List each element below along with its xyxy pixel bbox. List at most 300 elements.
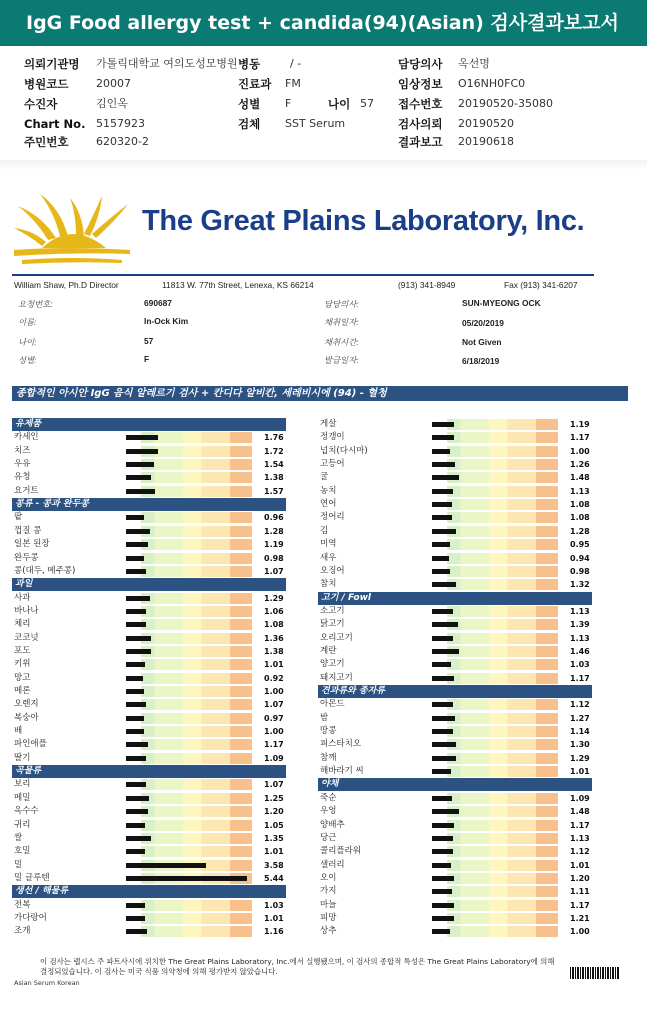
result-row bbox=[318, 538, 592, 551]
receipt-label: 접수번호 bbox=[398, 97, 443, 111]
food-name: 코코넛 bbox=[14, 632, 39, 643]
section-header: 고기 / Fowl bbox=[318, 592, 592, 605]
result-bar bbox=[126, 475, 151, 480]
result-bar bbox=[432, 662, 451, 667]
result-bar bbox=[126, 849, 145, 854]
result-scale bbox=[432, 553, 562, 564]
result-row bbox=[12, 912, 286, 925]
food-name: 귀리 bbox=[14, 819, 31, 830]
result-value: 3.58 bbox=[264, 860, 284, 870]
result-value: 1.07 bbox=[264, 566, 284, 576]
info-row bbox=[0, 115, 647, 133]
result-row bbox=[318, 752, 592, 765]
request-date-value: 20190520 bbox=[458, 117, 514, 130]
result-value: 1.48 bbox=[570, 807, 590, 817]
food-name: 아몬드 bbox=[320, 699, 345, 710]
section-header: 견과류와 종자류 bbox=[318, 685, 592, 698]
collect-date-value: 05/20/2019 bbox=[462, 318, 504, 328]
result-scale bbox=[432, 860, 562, 871]
result-row bbox=[12, 872, 286, 885]
result-value: 1.00 bbox=[570, 927, 590, 937]
result-bar bbox=[432, 796, 452, 801]
section-header: 곡물류 bbox=[12, 765, 286, 778]
result-value: 1.01 bbox=[570, 860, 590, 870]
result-bar bbox=[432, 649, 459, 654]
doctor-value: 옥선명 bbox=[458, 57, 490, 70]
result-bar bbox=[432, 769, 451, 774]
result-value: 1.13 bbox=[570, 833, 590, 843]
result-bar bbox=[432, 916, 454, 921]
food-name: 오징어 bbox=[320, 565, 345, 576]
lab-director: William Shaw, Ph.D Director bbox=[14, 280, 119, 290]
result-value: 1.19 bbox=[264, 540, 284, 550]
issue-date-value: 6/18/2019 bbox=[462, 356, 500, 366]
food-name: 오이 bbox=[320, 872, 337, 883]
result-row bbox=[318, 645, 592, 658]
result-value: 1.48 bbox=[570, 473, 590, 483]
food-name: 메론 bbox=[14, 686, 31, 696]
food-name: 우유 bbox=[14, 459, 31, 470]
result-row bbox=[12, 899, 286, 912]
result-value: 0.92 bbox=[264, 673, 284, 683]
result-value: 0.95 bbox=[570, 540, 590, 550]
food-name: 키위 bbox=[14, 659, 31, 670]
result-row bbox=[318, 458, 592, 471]
result-bar bbox=[126, 489, 155, 494]
result-value: 1.00 bbox=[264, 687, 284, 696]
food-name: 우엉 bbox=[320, 806, 337, 817]
info-row bbox=[0, 75, 647, 93]
result-value: 1.00 bbox=[570, 446, 590, 456]
food-name: 완두콩 bbox=[14, 552, 39, 563]
result-row bbox=[318, 765, 592, 778]
info-row bbox=[0, 133, 647, 151]
hospital-code-label: 병원코드 bbox=[24, 77, 69, 91]
result-row bbox=[12, 819, 286, 832]
result-date-value: 20190618 bbox=[458, 135, 514, 148]
result-bar bbox=[432, 889, 452, 894]
result-value: 1.54 bbox=[264, 460, 284, 470]
result-value: 1.19 bbox=[570, 420, 590, 429]
food-name: 밤 bbox=[320, 712, 329, 723]
result-value: 1.01 bbox=[264, 847, 284, 857]
result-scale bbox=[126, 846, 256, 857]
result-row bbox=[318, 819, 592, 832]
ssn-label: 주민번호 bbox=[24, 135, 69, 149]
food-name: 요거트 bbox=[14, 485, 39, 496]
food-name: 조개 bbox=[14, 926, 31, 937]
dept-value: FM bbox=[285, 77, 301, 90]
requester-label: 의뢰기관명 bbox=[24, 57, 80, 71]
food-name: 사과 bbox=[14, 592, 31, 603]
result-row bbox=[318, 445, 592, 458]
result-bar bbox=[126, 609, 146, 614]
food-name: 해바라기 씨 bbox=[320, 766, 364, 777]
footer-left: Asian Serum Korean bbox=[14, 979, 80, 987]
result-bar bbox=[126, 809, 148, 814]
specimen-label: 검체 bbox=[238, 117, 261, 131]
recipient-label: 수진자 bbox=[24, 97, 58, 111]
result-row bbox=[12, 552, 286, 565]
collect-date-label: 채취일자: bbox=[324, 317, 359, 327]
sun-logo bbox=[12, 190, 132, 270]
result-row bbox=[318, 885, 592, 898]
result-row bbox=[318, 925, 592, 938]
result-row bbox=[12, 592, 286, 605]
result-bar bbox=[432, 849, 453, 854]
result-bar bbox=[126, 462, 154, 467]
result-bar bbox=[432, 702, 453, 707]
receipt-value: 20190520-35080 bbox=[458, 97, 553, 110]
food-name: 배 bbox=[14, 726, 23, 737]
food-name: 체리 bbox=[14, 619, 31, 630]
result-bar bbox=[432, 676, 454, 681]
food-name: 쌀 bbox=[14, 832, 23, 843]
result-row bbox=[318, 912, 592, 925]
result-value: 1.26 bbox=[570, 460, 590, 470]
food-name: 오렌지 bbox=[14, 699, 39, 710]
lab-address: 11813 W. 77th Street, Lenexa, KS 66214 bbox=[162, 280, 314, 290]
result-scale bbox=[432, 446, 562, 457]
result-value: 1.35 bbox=[264, 833, 284, 843]
result-bar bbox=[126, 435, 158, 440]
result-scale bbox=[126, 726, 256, 737]
food-name: 정어리 bbox=[320, 512, 345, 523]
result-scale bbox=[432, 539, 562, 550]
food-name: 참치 bbox=[320, 579, 337, 590]
food-name: 양고기 bbox=[320, 659, 345, 670]
result-row bbox=[318, 552, 592, 565]
info-row bbox=[0, 55, 647, 73]
result-row bbox=[12, 618, 286, 631]
result-value: 1.08 bbox=[570, 513, 590, 523]
result-row bbox=[318, 565, 592, 578]
issue-date-label: 발급일자: bbox=[324, 355, 359, 365]
result-row bbox=[12, 738, 286, 751]
result-row bbox=[12, 725, 286, 738]
food-name: 정갱이 bbox=[320, 432, 345, 443]
age-label-2: 나이: bbox=[18, 337, 37, 347]
food-name: 상추 bbox=[320, 926, 337, 937]
result-bar bbox=[432, 556, 449, 561]
age-value-2: 57 bbox=[144, 336, 154, 346]
result-row bbox=[12, 458, 286, 471]
food-name: 카세인 bbox=[14, 432, 39, 443]
result-scale bbox=[126, 553, 256, 564]
result-bar bbox=[432, 716, 455, 721]
req-no-value: 690687 bbox=[144, 298, 172, 308]
result-row bbox=[12, 859, 286, 872]
result-value: 0.96 bbox=[264, 513, 284, 523]
food-name: 김 bbox=[320, 525, 329, 536]
result-value: 0.97 bbox=[264, 713, 284, 723]
result-bar bbox=[432, 729, 453, 734]
result-row bbox=[318, 698, 592, 711]
barcode bbox=[570, 967, 620, 979]
result-bar bbox=[432, 756, 456, 761]
result-row bbox=[318, 498, 592, 511]
result-row bbox=[318, 832, 592, 845]
result-row bbox=[12, 805, 286, 818]
result-value: 1.06 bbox=[264, 606, 284, 616]
result-value: 1.30 bbox=[570, 740, 590, 750]
result-value: 1.21 bbox=[570, 913, 590, 923]
result-bar bbox=[432, 462, 455, 467]
result-value: 1.28 bbox=[264, 526, 284, 536]
result-bar bbox=[126, 702, 146, 707]
result-value: 1.01 bbox=[264, 913, 284, 923]
result-row bbox=[12, 645, 286, 658]
result-value: 1.08 bbox=[264, 620, 284, 630]
result-bar bbox=[126, 716, 144, 721]
food-name: 소고기 bbox=[320, 605, 345, 616]
result-row bbox=[318, 712, 592, 725]
result-bar bbox=[126, 729, 144, 734]
result-value: 1.00 bbox=[264, 727, 284, 737]
section-header: 콩류 - 콩과 완두콩 bbox=[12, 498, 286, 511]
result-bar bbox=[432, 449, 450, 454]
sex-label: 성별 bbox=[238, 97, 261, 111]
food-name: 호밀 bbox=[14, 846, 31, 857]
food-name: 굴 bbox=[320, 472, 329, 483]
result-value: 0.94 bbox=[570, 553, 590, 563]
result-bar bbox=[432, 502, 452, 507]
result-row bbox=[318, 792, 592, 805]
result-scale bbox=[126, 820, 256, 831]
result-row bbox=[318, 859, 592, 872]
result-value: 1.17 bbox=[570, 900, 590, 910]
result-bar bbox=[126, 863, 206, 868]
result-bar bbox=[126, 676, 143, 681]
result-row bbox=[12, 445, 286, 458]
lab-phone: (913) 341-8949 bbox=[398, 280, 456, 290]
result-value: 0.98 bbox=[264, 553, 284, 563]
result-value: 1.36 bbox=[264, 633, 284, 643]
result-value: 1.39 bbox=[570, 620, 590, 630]
ssn-value: 620320-2 bbox=[96, 135, 149, 148]
food-name: 망고 bbox=[14, 672, 31, 683]
result-value: 1.07 bbox=[264, 700, 284, 710]
result-scale bbox=[126, 606, 256, 617]
result-bar bbox=[432, 569, 450, 574]
result-value: 1.38 bbox=[264, 646, 284, 656]
result-value: 1.13 bbox=[570, 633, 590, 643]
section-header: 야채 bbox=[318, 778, 592, 791]
result-row bbox=[12, 632, 286, 645]
result-scale bbox=[432, 766, 562, 777]
req-no-label: 요청번호: bbox=[18, 299, 53, 309]
result-value: 5.44 bbox=[264, 873, 284, 883]
result-value: 1.14 bbox=[570, 727, 590, 737]
result-bar bbox=[126, 515, 144, 520]
food-name: 샐러리 bbox=[320, 859, 345, 870]
result-row bbox=[318, 899, 592, 912]
result-bar bbox=[432, 542, 450, 547]
result-value: 1.17 bbox=[264, 740, 284, 750]
food-name: 메밀 bbox=[14, 792, 31, 803]
food-name: 계란 bbox=[320, 645, 337, 656]
result-bar bbox=[126, 742, 148, 747]
result-bar bbox=[126, 782, 146, 787]
result-bar bbox=[126, 569, 146, 574]
food-name: 땅콩 bbox=[320, 726, 337, 737]
result-bar bbox=[432, 515, 452, 520]
result-scale bbox=[126, 713, 256, 724]
result-scale bbox=[126, 900, 256, 911]
result-row bbox=[12, 565, 286, 578]
result-row bbox=[12, 538, 286, 551]
result-row bbox=[12, 685, 286, 698]
lab-name: The Great Plains Laboratory, Inc. bbox=[142, 205, 585, 237]
result-row bbox=[12, 605, 286, 618]
result-row bbox=[12, 431, 286, 444]
sex-value-2: F bbox=[144, 354, 150, 364]
result-row bbox=[12, 525, 286, 538]
lab-fax: Fax (913) 341-6207 bbox=[504, 280, 578, 290]
food-name: 파인애플 bbox=[14, 739, 47, 750]
result-value: 1.72 bbox=[264, 446, 284, 456]
result-bar bbox=[126, 823, 145, 828]
result-value: 1.03 bbox=[570, 660, 590, 670]
food-name: 치즈 bbox=[14, 445, 31, 456]
result-bar bbox=[126, 662, 145, 667]
result-row bbox=[12, 511, 286, 524]
result-row bbox=[318, 431, 592, 444]
divider bbox=[0, 160, 647, 170]
result-value: 1.13 bbox=[570, 486, 590, 496]
food-name: 포도 bbox=[14, 645, 31, 656]
result-row bbox=[12, 672, 286, 685]
result-row bbox=[318, 805, 592, 818]
food-name: 고등어 bbox=[320, 459, 345, 470]
food-name: 보리 bbox=[14, 779, 31, 790]
food-name: 콩(대두, 메주콩) bbox=[14, 565, 76, 576]
result-bar bbox=[126, 929, 147, 934]
food-name: 피망 bbox=[320, 912, 337, 923]
clinical-label: 임상정보 bbox=[398, 77, 443, 91]
sex-value: F bbox=[285, 97, 292, 110]
result-bar bbox=[126, 903, 145, 908]
result-row bbox=[12, 925, 286, 938]
result-row bbox=[318, 672, 592, 685]
food-name: 닭고기 bbox=[320, 619, 345, 630]
info-row bbox=[0, 95, 647, 113]
result-bar bbox=[432, 422, 454, 427]
food-name: 유청 bbox=[14, 472, 31, 483]
result-value: 1.20 bbox=[570, 873, 590, 883]
result-scale bbox=[126, 686, 256, 697]
result-value: 1.29 bbox=[264, 593, 284, 603]
result-value: 1.76 bbox=[264, 433, 284, 443]
food-name: 연어 bbox=[320, 499, 337, 510]
result-value: 1.57 bbox=[264, 486, 284, 496]
result-value: 1.16 bbox=[264, 927, 284, 937]
result-row bbox=[318, 845, 592, 858]
food-name: 오리고기 bbox=[320, 632, 353, 643]
result-bar bbox=[432, 863, 451, 868]
section-header: 유제품 bbox=[12, 418, 286, 431]
result-bar bbox=[126, 622, 146, 627]
chart-no-label: Chart No. bbox=[24, 117, 86, 131]
food-name: 죽순 bbox=[320, 792, 337, 803]
result-row bbox=[12, 698, 286, 711]
result-value: 1.20 bbox=[264, 807, 284, 817]
clinical-value: O16NH0FC0 bbox=[458, 77, 526, 90]
result-row bbox=[12, 471, 286, 484]
result-row bbox=[12, 752, 286, 765]
food-name: 일본 된장 bbox=[14, 539, 50, 550]
food-name: 밀 글루텐 bbox=[14, 872, 50, 883]
food-name: 당근 bbox=[320, 832, 337, 843]
result-bar bbox=[432, 622, 458, 627]
food-name: 옥수수 bbox=[14, 806, 39, 817]
result-bar bbox=[432, 903, 454, 908]
result-bar bbox=[126, 556, 144, 561]
result-row bbox=[318, 725, 592, 738]
result-value: 1.46 bbox=[570, 646, 590, 656]
result-bar bbox=[126, 689, 144, 694]
food-name: 돼지고기 bbox=[320, 672, 353, 683]
result-bar bbox=[432, 809, 459, 814]
result-row bbox=[318, 485, 592, 498]
result-value: 1.08 bbox=[570, 500, 590, 510]
hospital-code-value: 20007 bbox=[96, 77, 131, 90]
result-row bbox=[318, 618, 592, 631]
result-bar bbox=[432, 823, 454, 828]
result-bar bbox=[126, 649, 151, 654]
dept-label: 진료과 bbox=[238, 77, 272, 91]
result-value: 1.11 bbox=[570, 887, 590, 897]
result-bar bbox=[432, 636, 453, 641]
age-value: 57 bbox=[360, 97, 374, 110]
food-name: 미역 bbox=[320, 539, 337, 550]
result-scale bbox=[126, 512, 256, 523]
result-value: 1.07 bbox=[264, 780, 284, 790]
food-name: 바나나 bbox=[14, 605, 39, 616]
result-bar bbox=[432, 929, 450, 934]
age-label: 나이 bbox=[328, 97, 351, 111]
result-value: 1.17 bbox=[570, 673, 590, 683]
result-value: 1.28 bbox=[570, 526, 590, 536]
result-bar bbox=[432, 836, 453, 841]
result-bar bbox=[126, 756, 146, 761]
ward-label: 병동 bbox=[238, 57, 261, 71]
result-row bbox=[318, 658, 592, 671]
food-name: 밀 bbox=[14, 859, 23, 870]
result-row bbox=[318, 632, 592, 645]
result-row bbox=[12, 778, 286, 791]
result-bar bbox=[432, 475, 459, 480]
result-row bbox=[12, 832, 286, 845]
result-row bbox=[12, 712, 286, 725]
result-bar bbox=[126, 836, 151, 841]
food-name: 농치 bbox=[320, 485, 337, 496]
result-value: 1.38 bbox=[264, 473, 284, 483]
result-bar bbox=[126, 796, 149, 801]
result-value: 1.12 bbox=[570, 700, 590, 710]
result-row bbox=[318, 605, 592, 618]
result-value: 1.27 bbox=[570, 713, 590, 723]
section-header: 생선 / 해물류 bbox=[12, 885, 286, 898]
result-row bbox=[318, 738, 592, 751]
result-value: 1.09 bbox=[570, 793, 590, 803]
result-value: 1.05 bbox=[264, 820, 284, 830]
footnote: 이 검사는 랩시스 주 파트사시에 위치한 The Great Plains Laboratory, Inc.에서 실행됐으며, 이 검사의 종합적 특성은 The Great Plains Laboratory에 의해 결정되었습니다. 이 검사는 미국 식품 의약청에 의해 평가받지 않았습니다. bbox=[40, 957, 555, 976]
food-name: 전복 bbox=[14, 899, 31, 910]
result-row bbox=[318, 471, 592, 484]
food-name: 가다랑어 bbox=[14, 912, 47, 923]
recipient-value: 김인옥 bbox=[96, 97, 128, 110]
